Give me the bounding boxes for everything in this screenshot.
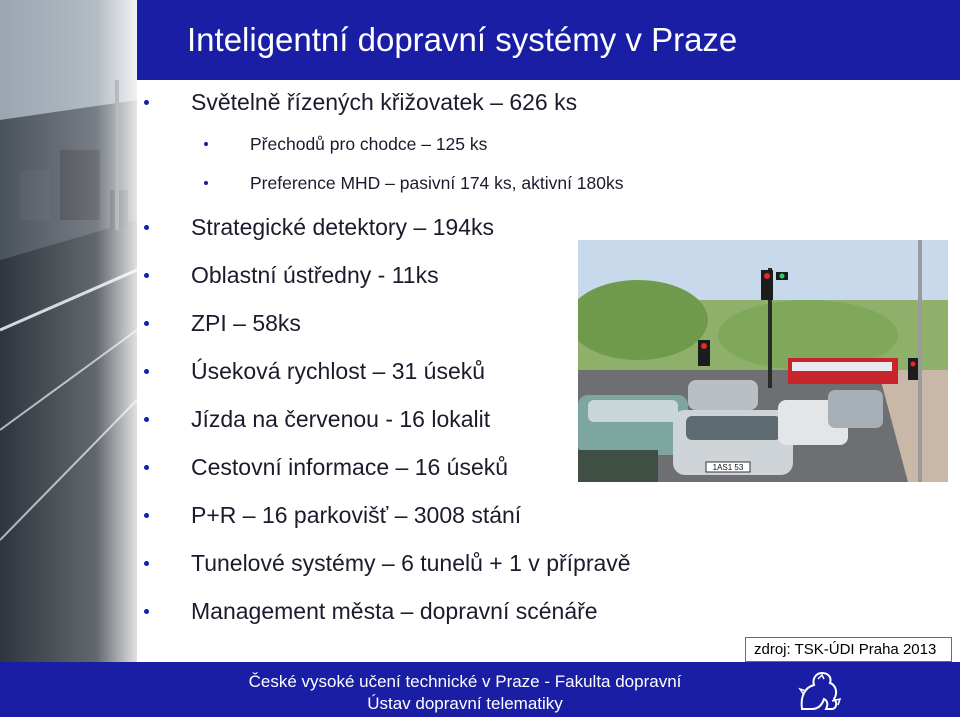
- bullet-text: Tunelové systémy – 6 tunelů + 1 v přípravě: [191, 550, 631, 576]
- license-plate: 1AS1 53: [712, 463, 744, 472]
- source-label: [745, 637, 952, 662]
- bullet-dot-icon: [144, 100, 149, 105]
- left-highway-photo: [0, 0, 137, 662]
- bullet-dot-icon: [144, 513, 149, 518]
- bullet-text: Úseková rychlost – 31 úseků: [191, 358, 486, 384]
- bullet-dot-icon: [144, 561, 149, 566]
- czech-lion-logo-icon: [792, 665, 844, 715]
- traffic-scene-icon: [578, 240, 948, 482]
- bullet-item: [191, 453, 508, 481]
- bullet-item: [191, 549, 631, 577]
- sub-bullet-item: [250, 133, 487, 155]
- bullet-item: [191, 261, 439, 289]
- bullet-dot-icon: [144, 321, 149, 326]
- bullet-dot-icon: [144, 465, 149, 470]
- bullet-item: [191, 405, 490, 433]
- bullet-text: Přechodů pro chodce – 125 ks: [250, 134, 488, 154]
- bullet-item: [191, 213, 494, 241]
- bullet-dot-icon: [144, 417, 149, 422]
- source-text: zdroj: TSK-ÚDI Praha 2013: [754, 641, 937, 658]
- bullet-item: [191, 88, 577, 116]
- bullet-text: Preference MHD – pasivní 174 ks, aktivní 180ks: [250, 173, 624, 193]
- bullet-dot-icon: [144, 369, 149, 374]
- traffic-intersection-photo: [578, 240, 948, 482]
- bullet-text: Management města – dopravní scénáře: [191, 598, 598, 624]
- bullet-item: [191, 309, 301, 337]
- bullet-text: Cestovní informace – 16 úseků: [191, 454, 509, 480]
- bullet-dot-icon: [144, 609, 149, 614]
- bullet-dot-icon: [204, 142, 208, 146]
- bullet-dot-icon: [204, 181, 208, 185]
- bullet-text: Světelně řízených křižovatek – 626 ks: [191, 89, 578, 115]
- bullet-text: ZPI – 58ks: [191, 310, 301, 336]
- footer-department: Ústav dopravní telematiky: [367, 694, 563, 713]
- sub-bullet-item: [250, 172, 624, 194]
- bullet-dot-icon: [144, 273, 149, 278]
- bullet-item: [191, 501, 521, 529]
- bullet-item: [191, 357, 485, 385]
- bullet-dot-icon: [144, 225, 149, 230]
- bullet-text: Jízda na červenou - 16 lokalit: [191, 406, 491, 432]
- slide-title: Inteligentní dopravní systémy v Praze: [187, 21, 738, 58]
- footer-university: České vysoké učení technické v Praze - Fakulta dopravní: [248, 672, 682, 691]
- bullet-text: Oblastní ústředny - 11ks: [191, 262, 439, 288]
- slide-header: [137, 0, 960, 80]
- bullet-item: [191, 597, 598, 625]
- bullet-text: P+R – 16 parkovišť – 3008 stání: [191, 502, 522, 528]
- bullet-text: Strategické detektory – 194ks: [191, 214, 494, 240]
